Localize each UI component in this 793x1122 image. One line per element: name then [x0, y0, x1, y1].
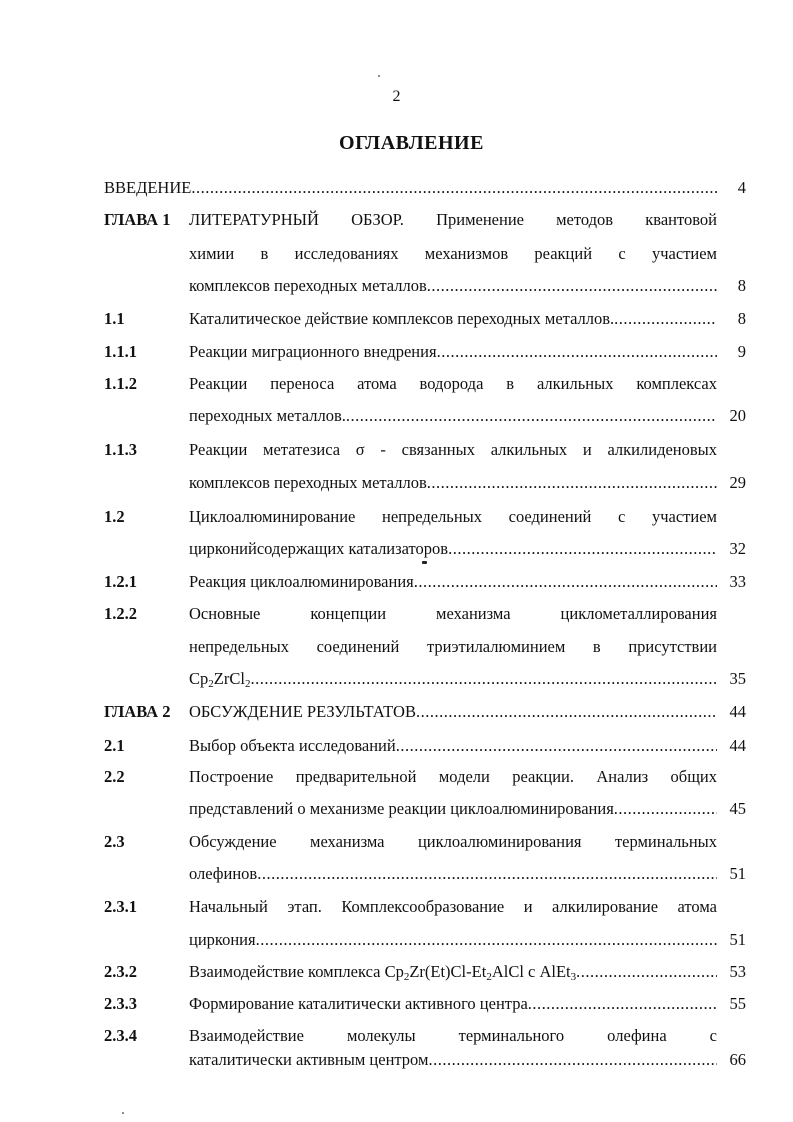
toc-leader — [614, 799, 717, 819]
toc-number: 2.3.3 — [104, 994, 137, 1013]
toc-entry-title-line: Основные концепции механизма циклометаллирования — [189, 604, 717, 623]
toc-leader — [257, 864, 717, 884]
toc-entry-title-line: представлений о механизме реакции циклоалюминирования — [189, 799, 614, 818]
toc-entry-title-line: комплексов переходных металлов — [189, 276, 427, 295]
toc-number: ГЛАВА 1 — [104, 210, 171, 229]
toc-entry-title: Реакция циклоалюминирования — [189, 572, 414, 591]
toc-number: 1.1.1 — [104, 342, 137, 361]
toc-leader — [256, 930, 717, 950]
toc-entry-title: Взаимодействие комплекса $Cp_2Zr(Et)Cl-Et_2AlCl$ с AlEt$_3$ — [189, 962, 577, 982]
toc-leader — [250, 669, 717, 689]
toc-entry-title-line: олефинов — [189, 864, 258, 883]
toc-entry-title: ОБСУЖДЕНИЕ РЕЗУЛЬТАТОВ — [189, 702, 416, 721]
toc-page-number: 44 — [729, 736, 746, 755]
toc-page-number: 20 — [729, 406, 746, 425]
toc-entry-title-line: переходных металлов. — [189, 406, 346, 425]
toc-page-number: 51 — [729, 864, 746, 883]
toc-number: 2.3.4 — [104, 1026, 137, 1045]
toc-number: 2.3 — [104, 832, 125, 851]
toc-leader — [427, 276, 717, 296]
toc-page-number: 29 — [729, 473, 746, 492]
scan-speck — [122, 1112, 124, 1114]
toc-entry-title-line: Начальный этап. Комплексообразование и алкилирование атома — [189, 897, 717, 916]
toc-number: 2.2 — [104, 767, 125, 786]
toc-entry-title-line: химии в исследованиях механизмов реакций с участием — [189, 244, 717, 263]
toc-number: 2.1 — [104, 736, 125, 755]
toc-leader — [191, 178, 717, 198]
toc-entry-title: Каталитическое действие комплексов переходных металлов. — [189, 309, 615, 328]
toc-number: ГЛАВА 2 — [104, 702, 171, 721]
toc-entry-formula: $Cp_2ZrCl_2$ — [189, 669, 251, 689]
toc-page-number: 35 — [729, 669, 746, 688]
toc-number: 1.2 — [104, 507, 125, 526]
toc-entry-title-line: комплексов переходных металлов — [189, 473, 427, 492]
toc-entry-title-line: Реакции переноса атома водорода в алкильных комплексах — [189, 374, 717, 393]
page-number: 2 — [392, 88, 401, 105]
toc-leader — [427, 473, 717, 493]
toc-page-number: 32 — [729, 539, 746, 558]
toc-entry-title: Формирование каталитически активного центра — [189, 994, 528, 1013]
toc-leader — [428, 1050, 717, 1070]
toc-page-number: 8 — [737, 309, 746, 328]
page-title: ОГЛАВЛЕНИЕ — [339, 132, 484, 154]
toc-leader — [528, 994, 717, 1014]
toc-number: 1.2.2 — [104, 604, 137, 623]
toc-entry-title-line: Построение предварительной модели реакции. Анализ общих — [189, 767, 717, 786]
toc-entry-title-line: непредельных соединений триэтилалюминием в присутствии — [189, 637, 717, 656]
toc-page-number: 53 — [729, 962, 746, 981]
toc-entry-title-line: Взаимодействие молекулы терминального олефина с — [189, 1026, 717, 1045]
toc-leader — [416, 702, 717, 722]
toc-page-number: 51 — [729, 930, 746, 949]
toc-number: 1.1.3 — [104, 440, 137, 459]
toc-number: 1.1 — [104, 309, 125, 328]
toc-leader — [448, 539, 717, 559]
toc-entry-title-line: каталитически активным центром — [189, 1050, 429, 1069]
toc-entry-title: Выбор объекта исследований — [189, 736, 396, 755]
toc-page-number: 45 — [729, 799, 746, 818]
toc-number: 1.2.1 — [104, 572, 137, 591]
toc-page-number: 4 — [737, 178, 746, 197]
scan-speck — [422, 561, 427, 564]
toc-entry-title: Реакции миграционного внедрения — [189, 342, 437, 361]
toc-page-number: 55 — [729, 994, 746, 1013]
toc-entry-title-line: циркония — [189, 930, 256, 949]
toc-entry-title-line: ЛИТЕРАТУРНЫЙ ОБЗОР. Применение методов квантовой — [189, 210, 717, 229]
toc-leader — [437, 342, 717, 362]
toc-entry-title: ВВЕДЕНИЕ — [104, 178, 192, 197]
toc-entry-title-line: Обсуждение механизма циклоалюминирования терминальных — [189, 832, 717, 851]
toc-leader — [346, 406, 717, 426]
toc-leader — [576, 962, 717, 982]
toc-page-number: 8 — [737, 276, 746, 295]
toc-page-number: 33 — [729, 572, 746, 591]
toc-leader — [614, 309, 717, 329]
toc-number: 2.3.2 — [104, 962, 137, 981]
toc-entry-title-line: Циклоалюминирование непредельных соединений с участием — [189, 507, 717, 526]
toc-page-number: 9 — [737, 342, 746, 361]
toc-page-number: 44 — [729, 702, 746, 721]
toc-leader — [414, 572, 717, 592]
toc-page-number: 66 — [729, 1050, 746, 1069]
toc-leader — [396, 736, 717, 756]
toc-entry-title-line: Реакции метатезиса σ - связанных алкильных и алкилиденовых — [189, 440, 717, 459]
toc-entry-title-line: цирконийсодержащих катализаторов — [189, 539, 449, 558]
scan-speck — [378, 75, 380, 77]
toc-number: 1.1.2 — [104, 374, 137, 393]
toc-number: 2.3.1 — [104, 897, 137, 916]
